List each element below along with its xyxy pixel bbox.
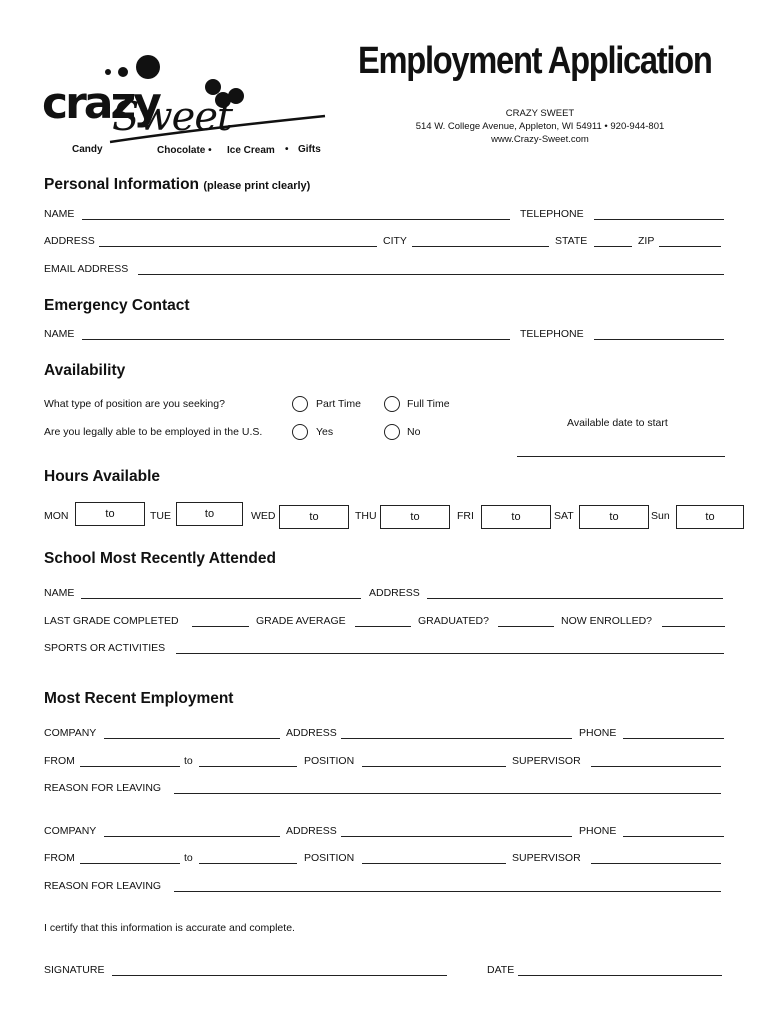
signature-field[interactable] [112,975,447,976]
no-label: No [407,426,421,438]
start-date-label: Available date to start [567,417,668,429]
emergency-heading: Emergency Contact [44,297,190,314]
supervisor-1-field[interactable] [591,766,721,767]
personal-telephone-field[interactable] [594,219,724,220]
day-label-wed: WED [251,510,276,522]
company-1-field[interactable] [104,738,280,739]
employer-1-address-label: ADDRESS [286,727,337,739]
hours-box-sun[interactable] [676,505,744,529]
logo-tagline-candy: Candy [72,144,103,155]
reason-2-field[interactable] [174,891,721,892]
yes-radio[interactable] [292,424,308,440]
legal-question: Are you legally able to be employed in the U.S. [44,426,263,438]
company-2-field[interactable] [104,836,280,837]
school-address-label: ADDRESS [369,587,420,599]
hours-heading: Hours Available [44,468,161,485]
logo-tagline-gifts: Gifts [298,144,321,155]
company-2-label: COMPANY [44,825,97,837]
personal-email-field[interactable] [138,274,724,275]
to-1-label: to [184,755,193,767]
logo-tagline-bullet: • [285,144,289,155]
position-question: What type of position are you seeking? [44,398,225,410]
from-2-field[interactable] [80,863,180,864]
company-address: 514 W. College Avenue, Appleton, WI 54911 • 920-944-801 [415,121,665,132]
grade-average-field[interactable] [355,626,411,627]
to-1-field[interactable] [199,766,297,767]
sports-field[interactable] [176,653,724,654]
to-label: to [105,508,115,520]
employer-2-address-label: ADDRESS [286,825,337,837]
last-grade-field[interactable] [192,626,249,627]
from-1-field[interactable] [80,766,180,767]
reason-1-field[interactable] [174,793,721,794]
position-1-field[interactable] [362,766,506,767]
from-1-label: FROM [44,755,75,767]
day-label-sat: SAT [554,510,574,522]
personal-zip-field[interactable] [659,246,721,247]
part-time-label: Part Time [316,398,361,410]
employer-1-address-field[interactable] [341,738,572,739]
position-2-label: POSITION [304,852,355,864]
position-2-field[interactable] [362,863,506,864]
school-heading: School Most Recently Attended [44,550,276,567]
last-grade-label: LAST GRADE COMPLETED [44,615,179,627]
now-enrolled-label: NOW ENROLLED? [561,615,653,627]
full-time-radio[interactable] [384,396,400,412]
part-time-radio[interactable] [292,396,308,412]
company-name: CRAZY SWEET [505,108,575,119]
page-title: Employment Application [358,40,712,82]
to-label: to [204,508,215,520]
supervisor-1-label: SUPERVISOR [512,755,581,767]
to-label: to [609,511,619,523]
logo-tagline-icecream: Ice Cream [227,145,275,156]
reason-1-label: REASON FOR LEAVING [44,782,162,794]
emergency-telephone-label: TELEPHONE [520,328,584,340]
availability-heading: Availability [44,362,126,379]
company-1-label: COMPANY [44,727,97,739]
signature-label: SIGNATURE [44,964,105,976]
supervisor-2-field[interactable] [591,863,721,864]
to-label: to [705,511,715,523]
employer-1-phone-label: PHONE [579,727,617,739]
school-address-field[interactable] [427,598,723,599]
hours-box-mon[interactable] [75,502,145,526]
personal-address-field[interactable] [99,246,377,247]
start-date-field[interactable] [517,456,725,457]
date-label: DATE [487,964,515,976]
personal-info-title: Personal Information [44,176,200,193]
personal-zip-label: ZIP [638,235,655,247]
to-2-field[interactable] [199,863,297,864]
hours-box-tue[interactable] [176,502,243,526]
personal-state-field[interactable] [594,246,632,247]
day-label-tue: TUE [150,510,171,522]
employer-2-phone-label: PHONE [579,825,617,837]
grade-average-label: GRADE AVERAGE [256,615,346,627]
hours-box-thu[interactable] [380,505,450,529]
yes-label: Yes [316,426,334,438]
to-label: to [309,511,319,523]
supervisor-2-label: SUPERVISOR [512,852,581,864]
logo-word-sweet: Sweet [112,94,233,140]
hours-box-sat[interactable] [579,505,649,529]
personal-address-label: ADDRESS [44,235,95,247]
personal-state-label: STATE [555,235,588,247]
to-label: to [410,511,420,523]
personal-info-note: (please print clearly) [203,180,311,192]
day-label-thu: THU [355,510,377,522]
certify-statement: I certify that this information is accurate and complete. [44,922,295,934]
graduated-field[interactable] [498,626,554,627]
hours-box-wed[interactable] [279,505,349,529]
from-2-label: FROM [44,852,75,864]
emergency-name-label: NAME [44,328,75,340]
no-radio[interactable] [384,424,400,440]
position-1-label: POSITION [304,755,355,767]
personal-info-heading [44,176,310,194]
to-2-label: to [184,852,193,864]
company-logo [40,50,330,160]
personal-name-label: NAME [44,208,75,220]
personal-city-field[interactable] [412,246,549,247]
now-enrolled-field[interactable] [662,626,725,627]
day-label-sun: Sun [651,510,670,522]
day-label-fri: FRI [457,510,474,522]
reason-2-label: REASON FOR LEAVING [44,880,162,892]
date-field[interactable] [518,975,722,976]
to-label: to [511,511,521,523]
full-time-label: Full Time [407,398,450,410]
graduated-label: GRADUATED? [418,615,489,627]
personal-city-label: CITY [383,235,407,247]
logo-tagline-chocolate: Chocolate • [157,145,212,156]
school-name-label: NAME [44,587,75,599]
employment-heading: Most Recent Employment [44,690,234,707]
day-label-mon: MON [44,510,69,522]
emergency-telephone-field[interactable] [594,339,724,340]
employer-1-phone-field[interactable] [623,738,724,739]
employer-2-phone-field[interactable] [623,836,724,837]
employer-2-address-field[interactable] [341,836,572,837]
company-website: www.Crazy-Sweet.com [491,134,589,145]
personal-telephone-label: TELEPHONE [520,208,584,220]
hours-box-fri[interactable] [481,505,551,529]
personal-name-field[interactable] [82,219,510,220]
logo-word-crazy: crazy [42,78,159,129]
emergency-name-field[interactable] [82,339,510,340]
school-name-field[interactable] [81,598,361,599]
personal-email-label: EMAIL ADDRESS [44,263,129,275]
sports-label: SPORTS OR ACTIVITIES [44,642,166,654]
